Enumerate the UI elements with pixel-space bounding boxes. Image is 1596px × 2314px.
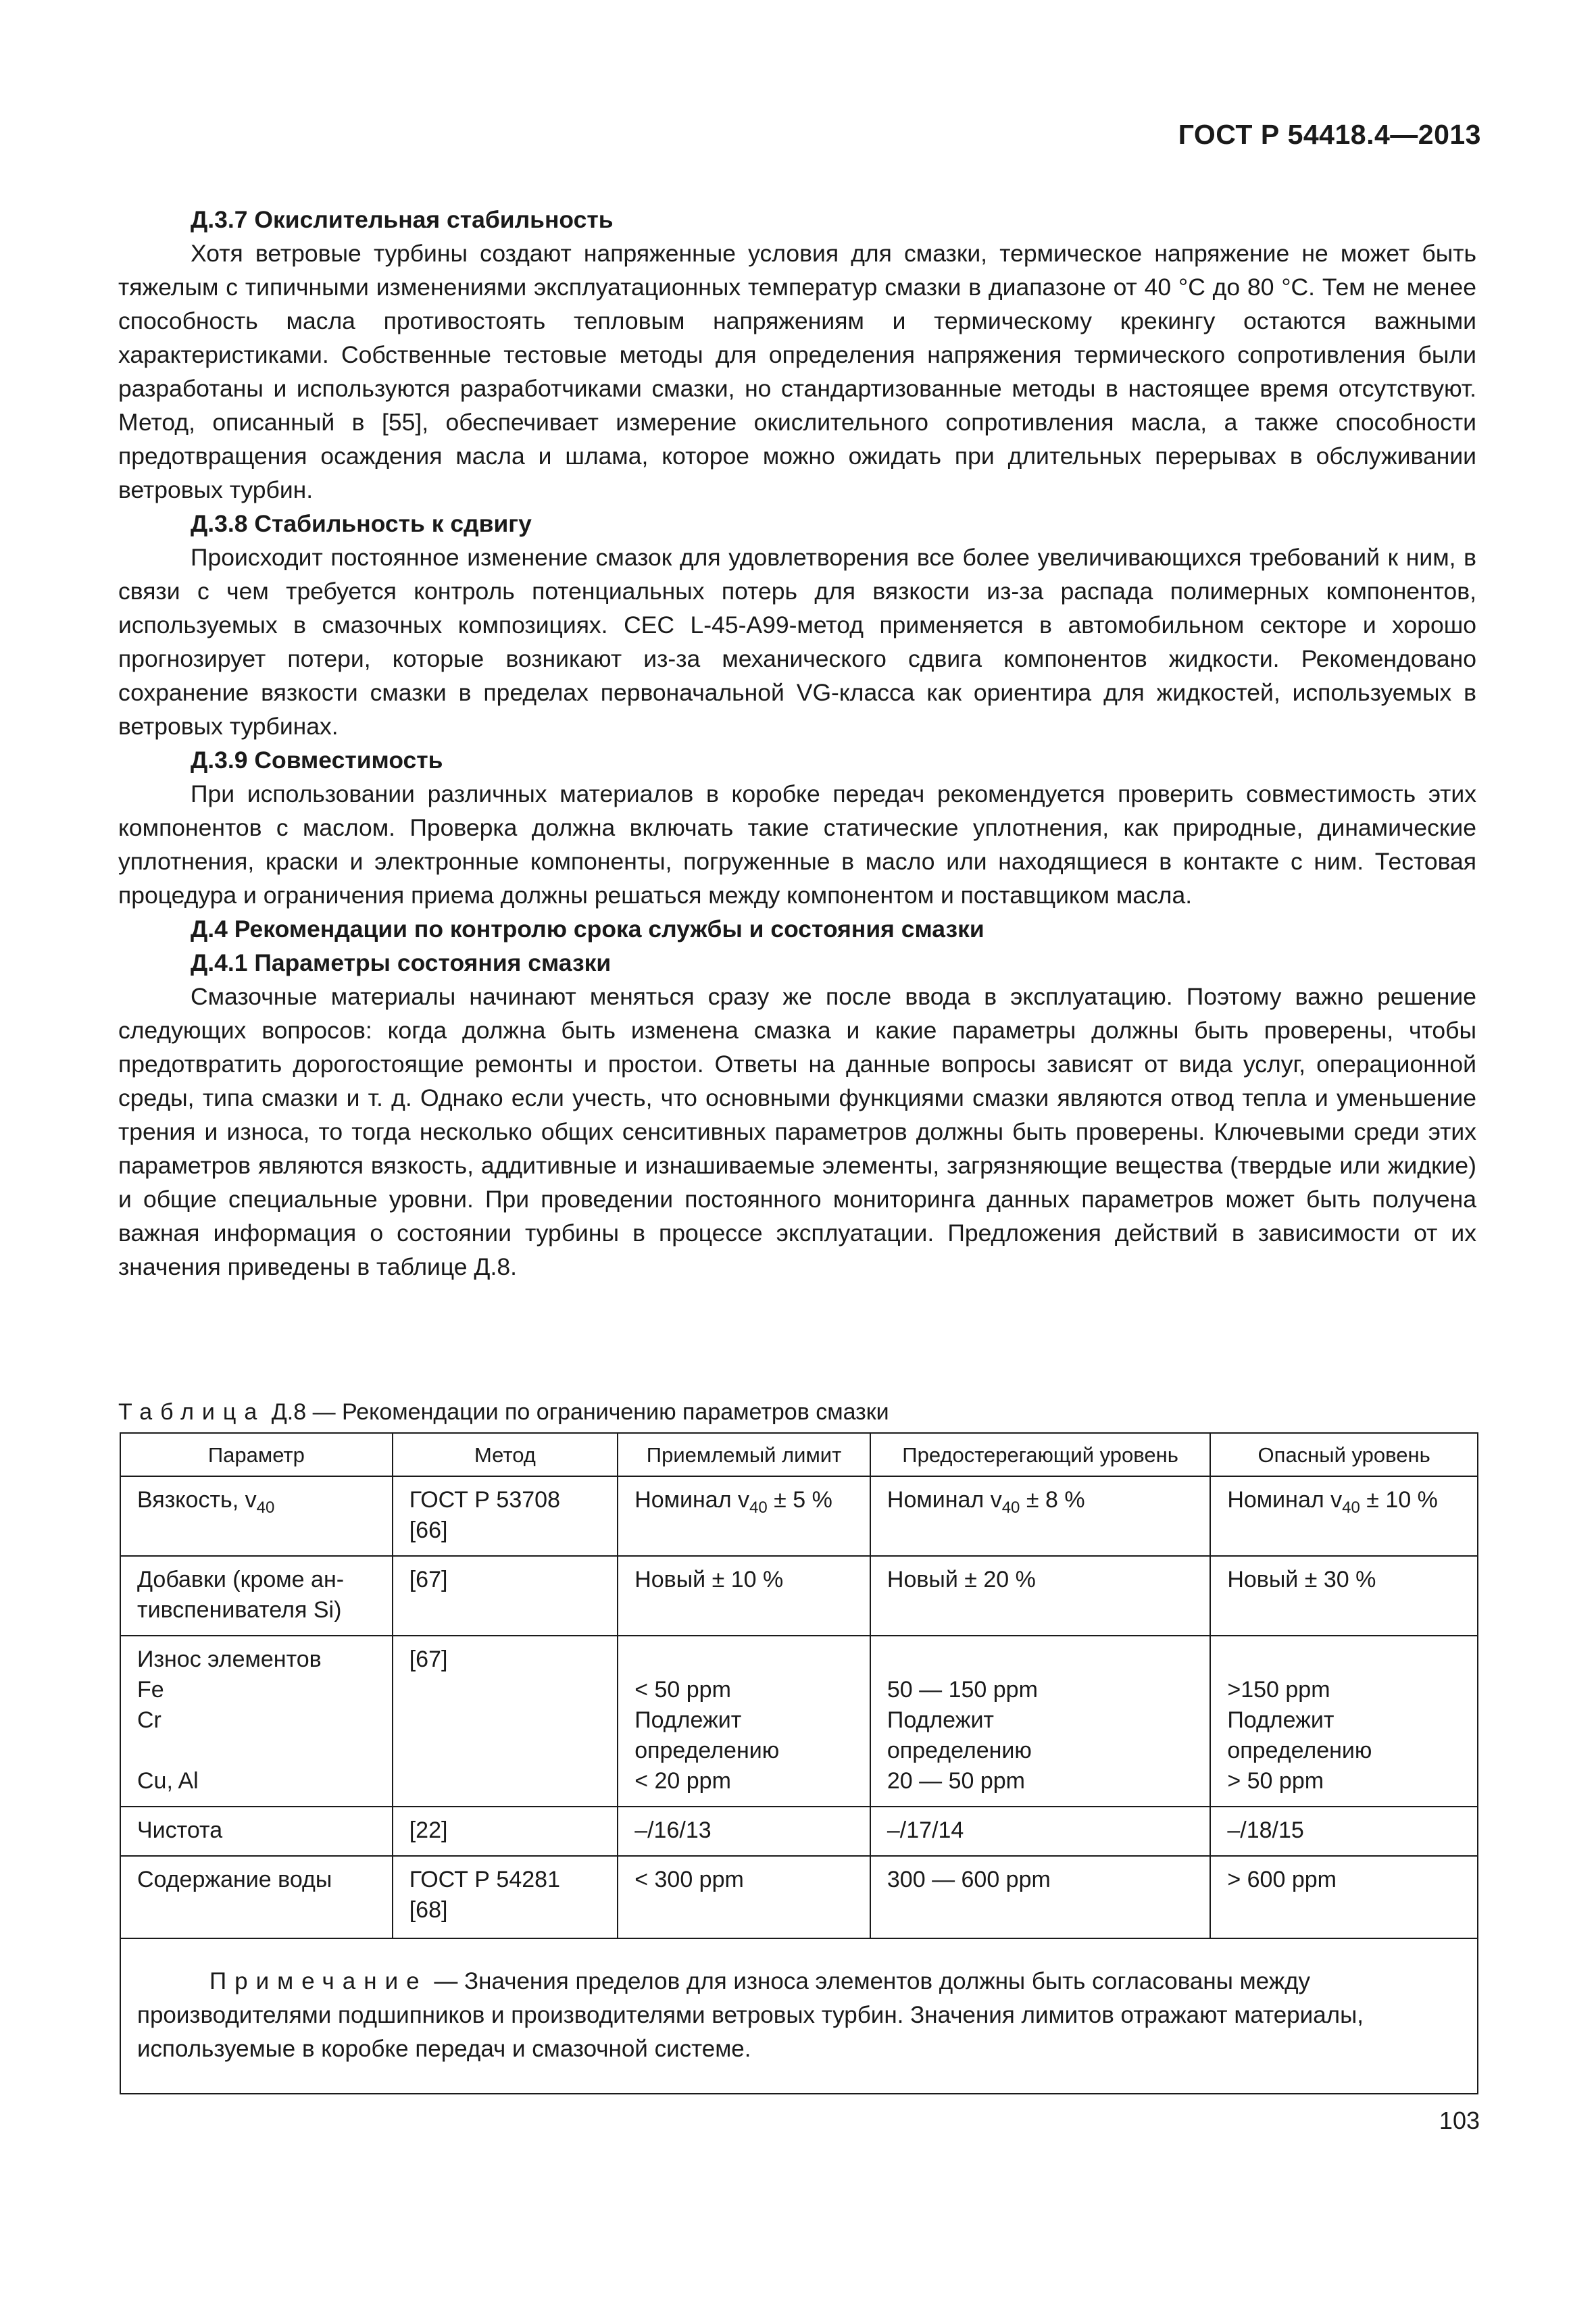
header-method: Метод (393, 1433, 618, 1476)
header-parameter: Параметр (120, 1433, 393, 1476)
cell-warning-viscosity: Номинал $v_{40} \pm 8$ % (870, 1476, 1210, 1556)
cell-acceptable-viscosity: Номинал $v_{40} \pm 5$ % (618, 1476, 870, 1556)
cell-param-water: Содержание воды (120, 1856, 393, 1938)
paragraph-d39: При использовании различных материалов в коробке передач рекомендуется проверить совместимость этих компонентов с маслом. Проверка должна включать такие статические уплотнения, как природные, динамические уплотнения, краски и электронные компоненты, погруженные в масло или находящиеся в контакте с ним. Тестовая процедура и ограничения приема должны решаться между компонентом и поставщиком масла. (118, 780, 1476, 909)
document-code: ГОСТ Р 54418.4—2013 (1178, 119, 1481, 150)
table-row-viscosity (120, 1476, 1478, 1556)
cell-acceptable-cleanliness: –/16/13 (618, 1807, 870, 1856)
cell-method-viscosity: ГОСТ Р 53708 [66] (393, 1476, 618, 1556)
cell-danger-water: > 600 ppm (1210, 1856, 1478, 1938)
cell-acceptable-additives: Новый ± 10 % (618, 1556, 870, 1636)
cell-param-additives: Добавки (кроме ан- тивспенивателя Si) (120, 1556, 393, 1636)
body-text (118, 203, 1476, 1284)
cell-param-cleanliness: Чистота (120, 1807, 393, 1856)
cell-danger-viscosity: Номинал $v_{40} \pm 10$ % (1210, 1476, 1478, 1556)
cell-method-wear: [67] (393, 1636, 618, 1807)
table-row-cleanliness (120, 1807, 1478, 1856)
cell-warning-additives: Новый ± 20 % (870, 1556, 1210, 1636)
table-caption (118, 1395, 889, 1429)
note-label: Примечание (209, 1968, 428, 1994)
cell-method-cleanliness: [22] (393, 1807, 618, 1856)
header-acceptable-limit: Приемлемый лимит (618, 1433, 870, 1476)
paragraph-d41: Смазочные материалы начинают меняться сразу же после ввода в эксплуатацию. Поэтому важно решение следующих вопросов: когда должна быть изменена смазка и какие параметры должны быть проверены, чтобы предотвратить дорогостоящие ремонты и простои. Ответы на данные вопросы зависят от вида услуг, операционной среды, типа смазки и т. д. Однако если учесть, что основными функциями смазки являются отвод тепла и уменьшение трения и износа, то тогда несколько общих сенситивных параметров должны быть проверены. Ключевыми среди этих параметров являются вязкость, аддитивные и изнашиваемые элементы, загрязняющие вещества (твердые или жидкие) и общие специальные уровни. При проведении постоянного мониторинга данных параметров может быть получена важная информация о состоянии турбины в процессе эксплуатации. Предложения действий в зависимости от их значения приведены в таблице Д.8. (118, 983, 1476, 1280)
cell-warning-cleanliness: –/17/14 (870, 1807, 1210, 1856)
lubricant-limits-table (120, 1432, 1478, 2094)
table-note (120, 1938, 1478, 2094)
section-heading-d41: Д.4.1 Параметры состояния смазки (191, 949, 612, 976)
table-row-additives (120, 1556, 1478, 1636)
table-caption-label: Таблица (118, 1399, 266, 1425)
cell-danger-wear: >150 ppm Подлежит определению > 50 ppm (1210, 1636, 1478, 1807)
cell-warning-water: 300 — 600 ppm (870, 1856, 1210, 1938)
table-note-row (120, 1938, 1478, 2094)
cell-method-additives: [67] (393, 1556, 618, 1636)
table-row-water-content (120, 1856, 1478, 1938)
cell-acceptable-water: < 300 ppm (618, 1856, 870, 1938)
cell-danger-additives: Новый ± 30 % (1210, 1556, 1478, 1636)
table-row-wear-elements (120, 1636, 1478, 1807)
cell-method-water: ГОСТ Р 54281 [68] (393, 1856, 618, 1938)
header-danger-level: Опасный уровень (1210, 1433, 1478, 1476)
section-heading-d38: Д.3.8 Стабильность к сдвигу (191, 510, 532, 537)
cell-danger-cleanliness: –/18/15 (1210, 1807, 1478, 1856)
paragraph-d38: Происходит постоянное изменение смазок для удовлетворения все более увеличивающихся требований к ним, в связи с чем требуется контроль потенциальных потерь для вязкости из-за распада полимерных компонентов, используемых в смазочных композициях. CEC L-45-A99-метод применяется в автомобильном секторе и хорошо прогнозирует потери, которые возникают из-за механического сдвига компонентов жидкости. Рекомендовано сохранение вязкости смазки в пределах первоначальной VG-класса как ориентира для жидкостей, используемых в ветровых турбинах. (118, 544, 1476, 740)
paragraph-d37: Хотя ветровые турбины создают напряженные условия для смазки, термическое напряжение не может быть тяжелым с типичными изменениями эксплуатационных температур смазки в диапазоне от 40 °С до 80 °С. Тем не менее способность масла противостоять тепловым напряжениям и термическому крекингу остаются важными характеристиками. Собственные тестовые методы для определения напряжения термического сопротивления были разработаны и используются разработчиками смазки, но стандартизованные методы в настоящее время отсутствуют. Метод, описанный в [55], обеспечивает измерение окислительного сопротивления масла, а также способности предотвращения осаждения масла и шлама, которое можно ожидать при длительных перерывах в обслуживании ветровых турбин. (118, 240, 1476, 503)
section-heading-d39: Д.3.9 Совместимость (191, 747, 443, 774)
section-heading-d37: Д.3.7 Окислительная стабильность (191, 206, 614, 233)
cell-param-viscosity: Вязкость, $v_{40}$ (120, 1476, 393, 1556)
cell-param-wear: Износ элементов Fe Cr Cu, Al (120, 1636, 393, 1807)
cell-warning-wear: 50 — 150 ppm Подлежит определению 20 — 50 ppm (870, 1636, 1210, 1807)
note-text: — Значения пределов для износа элементов должны быть согласованы между производителями подшипников и производителями ветровых турбин. Значения лимитов отражают материалы, используемые в коробке передач и смазочной системе. (137, 1968, 1364, 2062)
table-header-row (120, 1433, 1478, 1476)
table-caption-title: Д.8 — Рекомендации по ограничению параметров смазки (271, 1399, 889, 1425)
page-number: 103 (1439, 2107, 1480, 2134)
header-warning-level: Предостерегающий уровень (870, 1433, 1210, 1476)
section-heading-d4: Д.4 Рекомендации по контролю срока службы и состояния смазки (191, 915, 984, 942)
cell-acceptable-wear: < 50 ppm Подлежит определению < 20 ppm (618, 1636, 870, 1807)
